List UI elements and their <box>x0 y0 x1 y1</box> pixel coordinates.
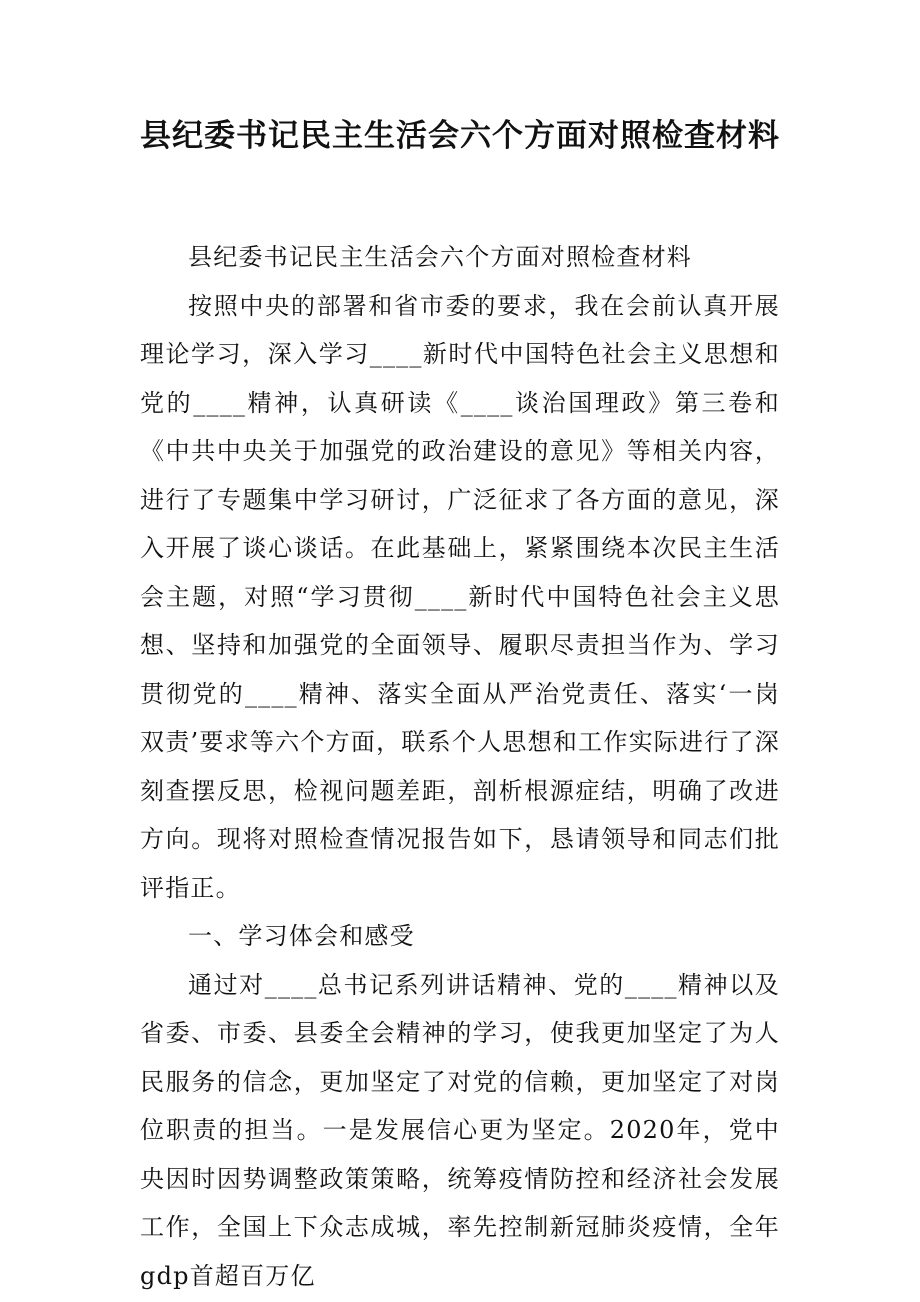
document-body <box>140 233 780 1300</box>
intro-paragraph: 按照中央的部署和省市委的要求，我在会前认真开展理论学习，深入学习____新时代中国特色社会主义思想和党的____精神，认真研读《____谈治国理政》第三卷和《中共中央关于加强党的政治建设的意见》等相关内容，进行了专题集中学习研讨，广泛征求了各方面的意见，深入开展了谈心谈话。在此基础上，紧紧围绕本次民主生活会主题，对照“学习贯彻____新时代中国特色社会主义思想、坚持和加强党的全面领导、履职尽责担当作为、学习贯彻党的____精神、落实全面从严治党责任、落实‘一岗双责’要求等六个方面，联系个人思想和工作实际进行了深刻查摆反思，检视问题差距，剖析根源症结，明确了改进方向。现将对照检查情况报告如下，恳请领导和同志们批评指正。 <box>140 291 780 902</box>
section-paragraph: 通过对____总书记系列讲话精神、党的____精神以及省委、市委、县委全会精神的学习，使我更加坚定了为人民服务的信念，更加坚定了对党的信赖，更加坚定了对岗位职责的担当。一是发展信心更为坚定。2020年，党中央因时因势调整政策策略，统筹疫情防控和经济社会发展工作，全国上下众志成城，率先控制新冠肺炎疫情，全年gdp首超百万亿 <box>140 970 780 1290</box>
subtitle-line: 县纪委书记民主生活会六个方面对照检查材料 <box>188 243 692 271</box>
section-heading: 一、学习体会和感受 <box>188 922 415 950</box>
document-title: 县纪委书记民主生活会六个方面对照检查材料 <box>140 118 780 154</box>
